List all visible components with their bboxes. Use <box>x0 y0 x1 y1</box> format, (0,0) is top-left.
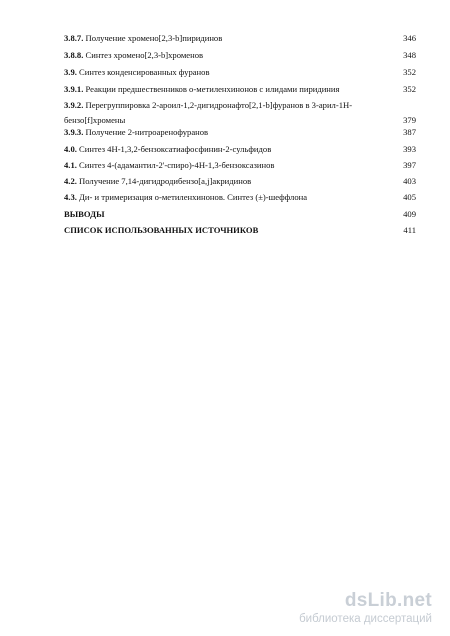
table-of-contents <box>0 0 450 260</box>
toc-entry-number: 3.8.7. <box>64 33 84 43</box>
toc-entry-number: 3.9. <box>64 67 77 77</box>
toc-entry-number: 4.0. <box>64 144 77 154</box>
toc-entry-title: Синтез 4-(адамантил-2'-спиро)-4H-1,3-бензоксазинов <box>76 160 275 170</box>
toc-entry-page: 352 <box>403 67 416 77</box>
toc-entry-number: 4.2. <box>64 176 77 186</box>
toc-entry-title: СПИСОК ИСПОЛЬЗОВАННЫХ ИСТОЧНИКОВ <box>64 225 259 235</box>
toc-entry-title: Получение 7,14-дигидродибензо[a,j]акридинов <box>76 176 252 186</box>
watermark <box>232 590 432 630</box>
toc-entry-number: 3.8.8. <box>64 50 84 60</box>
watermark-logo: dsLib.net <box>344 590 432 611</box>
toc-entry-page: 352 <box>403 84 416 94</box>
toc-entry-page: 379 <box>403 115 416 125</box>
toc-entry-title: Перегруппировка 2-ароил-1,2-дигидронафто[2,1-b]фуранов в 3-арил-1H- <box>83 100 353 110</box>
toc-entry-title: Получение хромено[2,3-b]пиридинов <box>83 33 223 43</box>
toc-entry-title: ВЫВОДЫ <box>64 209 105 219</box>
toc-entry-page: 411 <box>403 225 416 235</box>
toc-entry-number: 4.1. <box>64 160 77 170</box>
toc-entry-title: Ди- и тримеризация о-метиленхинонов. Синтез (±)-шеффлона <box>76 192 308 202</box>
toc-entry-page: 393 <box>403 144 416 154</box>
toc-entry-page: 387 <box>403 127 416 137</box>
toc-entry-number: 3.9.1. <box>64 84 84 94</box>
toc-entry-title: Получение 2-нитроаренофуранов <box>83 127 209 137</box>
toc-entry-title: Синтез хромено[2,3-b]хроменов <box>83 50 204 60</box>
toc-entry-title: бензо[f]хромены <box>64 115 126 125</box>
toc-entry-number: 4.3. <box>64 192 77 202</box>
toc-entry-page: 403 <box>403 176 416 186</box>
toc-entry-number: 3.9.3. <box>64 127 84 137</box>
toc-entry-title: Синтез 4H-1,3,2-бензоксатиафосфинин-2-сульфидов <box>76 144 272 154</box>
watermark-subtitle: библиотека диссертаций <box>299 613 432 625</box>
toc-entry-page: 348 <box>403 50 416 60</box>
toc-entry-number: 3.9.2. <box>64 100 84 110</box>
toc-entry-title: Реакции предшественников о-метиленхинонов с илидами пиридиния <box>83 84 340 94</box>
toc-entry-page: 409 <box>403 209 416 219</box>
toc-entry-page: 346 <box>403 33 416 43</box>
toc-entry-page: 397 <box>403 160 416 170</box>
toc-entry-page: 405 <box>403 192 416 202</box>
toc-entry-title: Синтез конденсированных фуранов <box>76 67 210 77</box>
